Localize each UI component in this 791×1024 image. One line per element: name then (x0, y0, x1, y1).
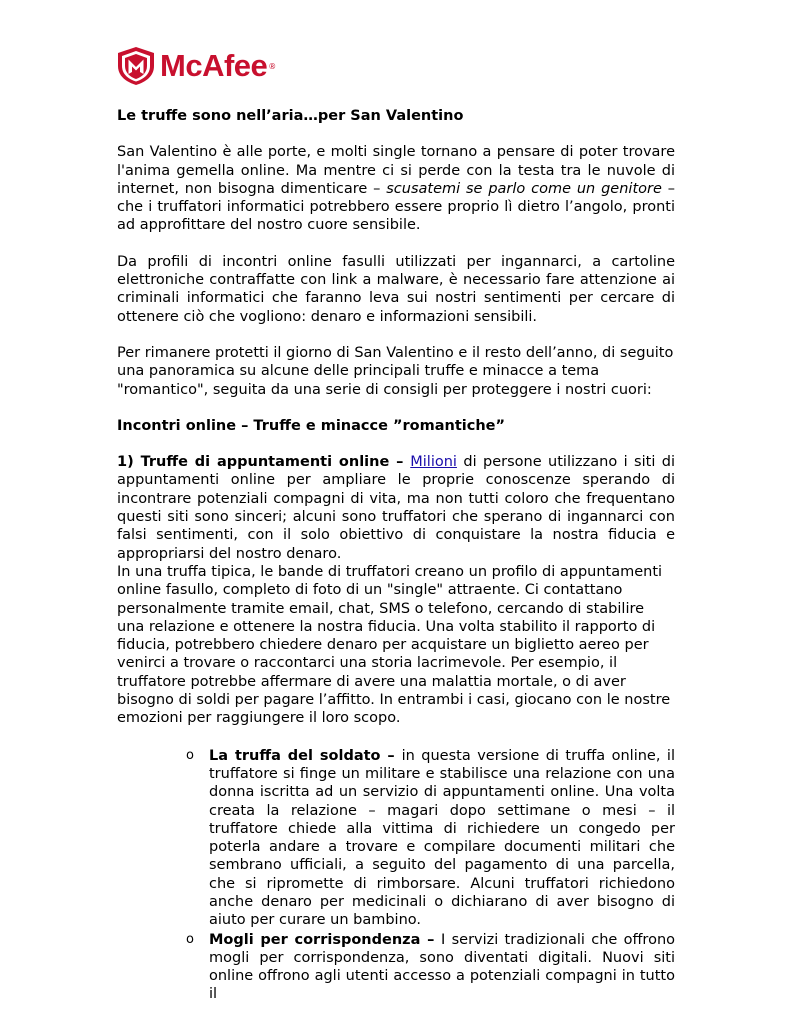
sub-list (183, 747, 675, 1004)
list-item-heading: La truffa del soldato – (209, 747, 402, 764)
item-heading: 1) Truffe di appuntamenti online – (117, 454, 411, 471)
logo-wordmark: McAfee (160, 48, 268, 83)
section-heading: Incontri online – Truffe e minacce ”romantiche” (117, 417, 506, 434)
list-item-text: in questa versione di truffa online, il truffatore si finge un militare e stabilisce una relazione con una donna iscritta ad un servizio di appuntamenti online. Una volta creata la relazione – magari dopo settimane o mesi – il truffatore chiede alla vittima di richiedere un congedo per poterla andare a trovare e compilare documenti militari che sembrano ufficiali, a seguito del pagamento di una parcella, che si ripromette di rimborsare. Alcuni truffatori richiedono anche denaro per medicinali o dichiarano di aver bisogno di aiuto per curare un bambino. (209, 747, 675, 929)
item-online-dating-scams (117, 453, 675, 563)
item-text: di persone utilizzano i siti di appuntamenti online per ampliare le proprie conoscenze sperando di incontrare potenziali compagni di vita, ma non tutti coloro che frequentano questi siti sono sinceri; alcuni sono truffatori che sperano di ingannarci con falsi sentimenti, con il solo obiettivo di conquistare la nostra fiducia e appropriarsi del nostro denaro. (117, 454, 675, 562)
list-item (183, 931, 675, 1004)
logo-registered-mark: ® (268, 61, 277, 71)
paragraph-intro-text: San Valentino è alle porte, e molti single tornano a pensare di poter trovare l'anima gemella online. Ma mentre ci si perde con la testa tra le nuvole di internet, non bisogna dimenticare – (117, 144, 675, 197)
circle-bullet-icon: o (186, 931, 194, 947)
milioni-link[interactable]: Milioni (410, 454, 457, 471)
paragraph-overview: Per rimanere protetti il giorno di San Valentino e il resto dell’anno, di seguito una panoramica su alcune delle principali truffe e minacce a tema "romantico", seguita da una serie di consigli per proteggere i nostri cuori: (117, 344, 674, 398)
list-item (183, 747, 675, 930)
paragraph-intro-text-end: – che i truffatori informatici potrebbero essere proprio lì dietro l’angolo, pronti ad approfittare del nostro cuore sensibile. (117, 180, 675, 234)
list-item-text: I servizi tradizionali che offrono mogli per corrispondenza, sono diventati digitali. Nuovi siti online offrono agli utenti accesso a potenziali compagni in tutto il (209, 931, 676, 1003)
circle-bullet-icon: o (186, 747, 194, 763)
list-item-heading: Mogli per corrispondenza – (209, 931, 442, 948)
paragraph-intro-italic: scusatemi se parlo come un genitore (386, 180, 662, 197)
mcafee-shield-icon (116, 46, 156, 86)
paragraph-threats: Da profili di incontri online fasulli utilizzati per ingannarci, a cartoline elettroniche contraffatte con link a malware, è necessario fare attenzione ai criminali informatici che faranno leva sui nostri sentimenti per cercare di ottenere ciò che vogliono: denaro e informazioni sensibili. (117, 253, 675, 325)
document-body (117, 107, 675, 1005)
mcafee-logo (116, 46, 276, 86)
item-text-continued: In una truffa tipica, le bande di truffatori creano un profilo di appuntamenti online fasullo, completo di foto di un "single" attraente. Ci contattano personalmente tramite email, chat, SMS o telefono, cercando di stabilire una relazione e ottenere la nostra fiducia. Una volta stabilito il rapporto di fiducia, potrebbero chiedere denaro per acquistare un biglietto aereo per venirci a trovare o raccontarci una storia lacrimevole. Per esempio, il truffatore potrebbe affermare di avere una malattia mortale, o di aver bisogno di soldi per pagare l’affitto. In entrambi i casi, giocano con le nostre emozioni per raggiungere il loro scopo. (117, 563, 671, 727)
document-title: Le truffe sono nell’aria…per San Valentino (117, 108, 464, 124)
paragraph-intro (117, 143, 675, 234)
